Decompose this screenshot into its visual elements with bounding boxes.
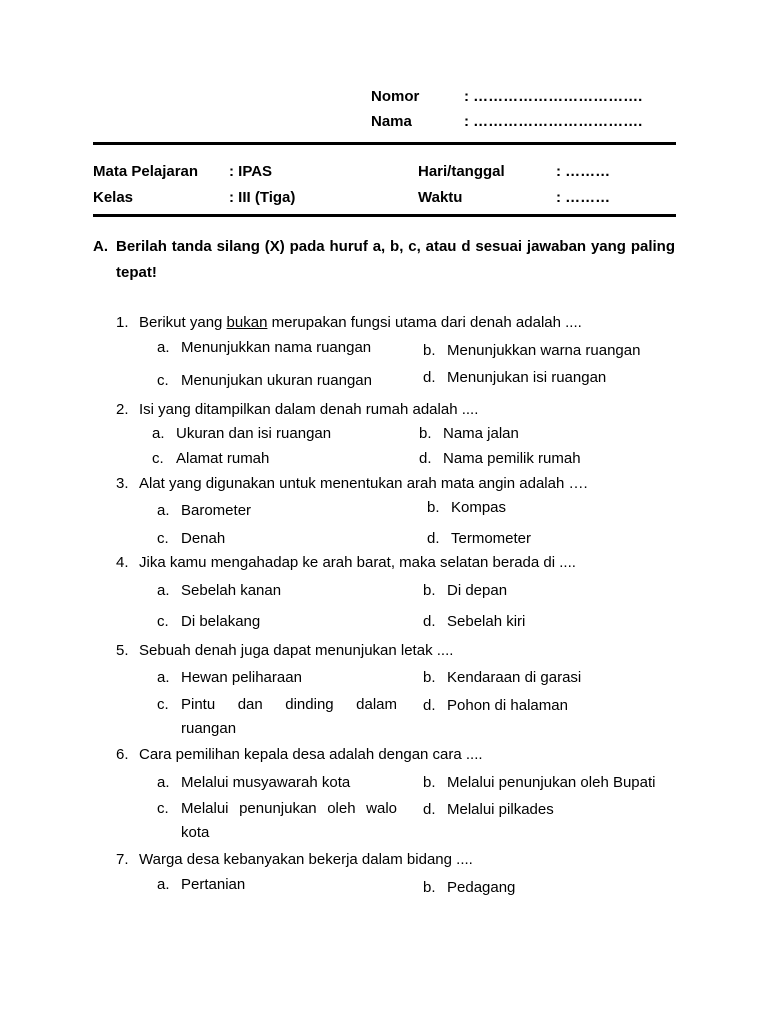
- question-text: Isi yang ditampilkan dalam denah rumah adalah ....: [139, 401, 479, 418]
- q2-option-b[interactable]: [419, 425, 519, 442]
- q3-option-a[interactable]: [157, 502, 251, 519]
- option-text: Melalui musyawarah kota: [181, 774, 351, 791]
- nama-label: Nama: [371, 113, 412, 130]
- nama-value: : …………………………….: [464, 113, 643, 130]
- option-letter: d.: [423, 801, 436, 818]
- option-letter: a.: [157, 502, 170, 519]
- option-letter: b.: [423, 342, 436, 359]
- question-text: Alat yang digunakan untuk menentukan arah mata angin adalah ….: [139, 475, 588, 492]
- option-letter: d.: [423, 697, 436, 714]
- question-1: [116, 314, 582, 331]
- question-text: Cara pemilihan kepala desa adalah dengan cara ....: [139, 746, 483, 763]
- question-text: Berikut yang: [139, 314, 227, 331]
- option-text: Menunjukkan warna ruangan: [447, 342, 641, 359]
- instruction-text: Berilah tanda silang (X) pada huruf a, b, c, atau d sesuai jawaban yang paling tepat!: [116, 238, 675, 281]
- option-letter: a.: [157, 582, 170, 599]
- question-6: [116, 746, 483, 763]
- q4-option-a[interactable]: [157, 582, 281, 599]
- option-text-continued: kota: [181, 824, 210, 841]
- option-text: Di depan: [447, 582, 508, 599]
- question-3: [116, 475, 588, 492]
- header-rule-bottom: [93, 214, 676, 217]
- q7-option-a[interactable]: [157, 876, 245, 893]
- waktu-value: : ………: [556, 189, 611, 206]
- option-text: Termometer: [451, 530, 532, 547]
- option-letter: c.: [157, 372, 169, 389]
- option-letter: a.: [157, 774, 170, 791]
- q7-option-b[interactable]: [423, 879, 515, 896]
- option-text: Alamat rumah: [176, 450, 270, 467]
- question-number: 7.: [116, 851, 129, 868]
- question-underline: bukan: [226, 314, 268, 331]
- question-2: [116, 401, 478, 418]
- question-4: [116, 554, 576, 571]
- option-text: Denah: [181, 530, 226, 547]
- option-text: Sebelah kanan: [181, 582, 282, 599]
- mapel-value: : IPAS: [229, 163, 273, 180]
- option-letter: a.: [157, 669, 170, 686]
- option-letter: d.: [419, 450, 432, 467]
- option-letter: c.: [157, 696, 169, 713]
- option-text: Pedagang: [447, 879, 516, 896]
- option-text: Sebelah kiri: [447, 613, 526, 630]
- question-text: Warga desa kebanyakan bekerja dalam bidang ....: [139, 851, 473, 868]
- option-text: Barometer: [181, 502, 252, 519]
- option-text: Menunjukan ukuran ruangan: [181, 372, 372, 389]
- question-text-end: merupakan fungsi utama dari denah adalah ....: [267, 314, 582, 331]
- q6-option-b[interactable]: [423, 774, 655, 791]
- question-text: Sebuah denah juga dapat menunjukan letak ....: [139, 642, 454, 659]
- q1-option-c[interactable]: [157, 372, 372, 389]
- option-letter: c.: [157, 530, 169, 547]
- option-text: Melalui penunjukan oleh Bupati: [447, 774, 656, 791]
- question-number: 5.: [116, 642, 129, 659]
- option-text: Kendaraan di garasi: [447, 669, 582, 686]
- option-letter: a.: [157, 339, 170, 356]
- nomor-label: Nomor: [371, 88, 420, 105]
- option-text: Kompas: [451, 499, 507, 516]
- kelas-label: Kelas: [93, 189, 134, 206]
- question-number: 6.: [116, 746, 129, 763]
- q3-option-d[interactable]: [427, 530, 531, 547]
- option-letter: b.: [423, 879, 436, 896]
- question-5: [116, 642, 453, 659]
- option-letter: d.: [427, 530, 440, 547]
- question-number: 4.: [116, 554, 129, 571]
- q2-option-d[interactable]: [419, 450, 581, 467]
- q3-option-b[interactable]: [427, 499, 506, 516]
- option-text: Melalui pilkades: [447, 801, 554, 818]
- question-number: 3.: [116, 475, 129, 492]
- option-letter: c.: [157, 613, 169, 630]
- q5-option-d[interactable]: [423, 697, 568, 714]
- question-text: Jika kamu mengahadap ke arah barat, maka selatan berada di ....: [139, 554, 576, 571]
- q5-option-b[interactable]: [423, 669, 581, 686]
- option-text: Pintu dan dinding dalam: [181, 696, 397, 713]
- question-7: [116, 851, 473, 868]
- option-text: Menunjukan isi ruangan: [447, 369, 607, 386]
- q1-option-a[interactable]: [157, 339, 371, 356]
- header-rule-top: [93, 142, 676, 145]
- question-number: 2.: [116, 401, 129, 418]
- nomor-value: : …………………………….: [464, 88, 643, 105]
- option-text: Nama jalan: [443, 425, 519, 442]
- q4-option-c[interactable]: [157, 613, 260, 630]
- option-text: Ukuran dan isi ruangan: [176, 425, 332, 442]
- kelas-value: : III (Tiga): [229, 189, 296, 206]
- q5-option-c[interactable]: [157, 693, 397, 741]
- q1-option-b[interactable]: [423, 342, 640, 359]
- option-text: Hewan peliharaan: [181, 669, 302, 686]
- option-letter: b.: [419, 425, 432, 442]
- option-text: Menunjukkan nama ruangan: [181, 339, 372, 356]
- section-letter: A.: [93, 238, 108, 255]
- q6-option-c[interactable]: [157, 797, 397, 845]
- option-text: Di belakang: [181, 613, 261, 630]
- option-text-continued: ruangan: [181, 720, 237, 737]
- option-text: Melalui penunjukan oleh walo: [181, 800, 397, 817]
- q5-option-a[interactable]: [157, 669, 302, 686]
- option-letter: b.: [423, 774, 436, 791]
- option-text: Nama pemilik rumah: [443, 450, 581, 467]
- option-letter: c.: [157, 800, 169, 817]
- option-text: Pohon di halaman: [447, 697, 568, 714]
- option-letter: a.: [152, 425, 165, 442]
- q4-option-d[interactable]: [423, 613, 525, 630]
- section-instruction: [93, 234, 675, 286]
- q3-option-c[interactable]: [157, 530, 225, 547]
- option-letter: c.: [152, 450, 164, 467]
- hari-label: Hari/tanggal: [418, 163, 505, 180]
- q6-option-a[interactable]: [157, 774, 350, 791]
- option-letter: a.: [157, 876, 170, 893]
- option-letter: b.: [423, 582, 436, 599]
- option-letter: d.: [423, 613, 436, 630]
- q1-option-d[interactable]: [423, 369, 606, 386]
- q2-option-a[interactable]: [152, 425, 331, 442]
- q4-option-b[interactable]: [423, 582, 507, 599]
- option-text: Pertanian: [181, 876, 246, 893]
- waktu-label: Waktu: [418, 189, 463, 206]
- q2-option-c[interactable]: [152, 450, 269, 467]
- option-letter: d.: [423, 369, 436, 386]
- option-letter: b.: [427, 499, 440, 516]
- question-number: 1.: [116, 314, 129, 331]
- mapel-label: Mata Pelajaran: [93, 163, 199, 180]
- option-letter: b.: [423, 669, 436, 686]
- q6-option-d[interactable]: [423, 801, 554, 818]
- hari-value: : ………: [556, 163, 611, 180]
